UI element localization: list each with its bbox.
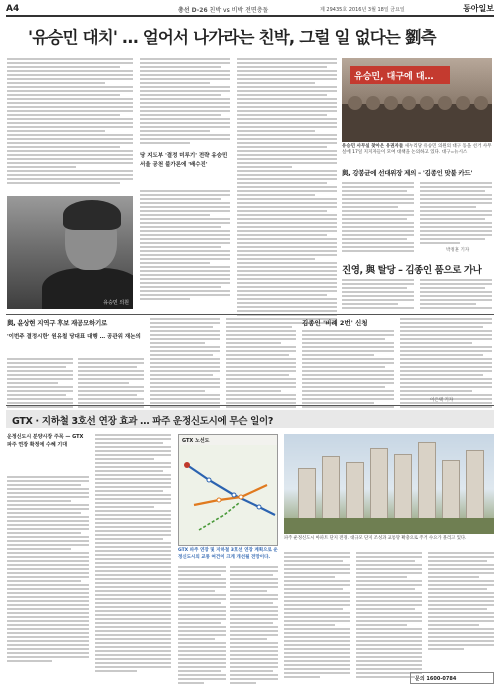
article-subhead: 운정신도시 분양시장 주목 — GTX 파주 연장 확정에 수혜 기대 [7,434,84,448]
article-headline: 진영, 與 탈당 – 김종인 품으로 가나 [342,265,482,276]
article-column [7,58,133,186]
article-column [420,182,492,246]
article-column [178,566,226,686]
main-headline: '유승민 대치' … 얼어서 나가라는 친박, 그럴 일 없다는 劉측 [28,28,436,47]
feature-headline: GTX · 지하철 3호선 연장 효과 … 파주 운정신도시에 무슨 일이? [6,410,494,428]
apartment-complex-photo [284,434,494,534]
article-column [342,279,414,311]
article-byline: 이은택 기자 [430,398,454,403]
article-subhead: '이번주 결정시한' 원유철 당대표 대행 … 공관위 재논의 [7,334,141,340]
section-divider [6,314,494,315]
article-column [420,279,492,311]
section-prefix: 총선 D-26 [178,7,208,14]
campaign-office-photo [342,58,492,142]
article-column [356,552,422,680]
route-diagram [179,445,278,545]
article-column [284,552,350,680]
article-column [140,190,230,302]
section-header [178,5,268,14]
section-divider [6,405,494,406]
photo-caption [342,144,492,156]
section-title: 친박 vs 비박 전면충돌 [209,7,269,14]
map-caption: GTX 파주 연장 및 지하철 3호선 연장 계획으로 운정신도시의 교통 여건이 크게 개선될 전망이다. [178,548,278,560]
campaign-banner: 유승민, 대구에 대… [350,66,450,84]
article-column [342,182,414,254]
article-column [428,552,494,652]
paper-logo: 동아일보 [463,3,494,13]
ad-contact: 문의 1600-0784 [410,672,494,684]
issue-info: 제 29435호 2016년 3월 18일 금요일 [320,7,405,13]
article-headline: 與, 강봉균에 선대위장 제의 – '김종인 맞불 카드' [342,169,473,177]
article-column [230,566,278,686]
article-column [7,476,89,664]
article-headline: 김종인 '비례 2번' 신청 [302,319,368,327]
article-column [237,58,337,330]
politician-photo [7,196,133,309]
article-column [140,58,230,146]
map-title: GTX 노선도 [182,438,210,444]
article-subhead: 당 지도부 '결정 미루기' 전략 유승민 서울 공천 불가론에 '배수진' [140,153,228,168]
photo-caption-title: 유승민 사무실 찾아온 유권자들 [342,144,404,149]
photo-caption: 유승민 의원 [103,300,129,306]
page-number: A4 [6,4,20,14]
article-column [302,330,394,422]
photo-caption-text: 새누리당 유승민 의원의 대구 동을 선거 사무실에 17일 지지자들이 모여 대책을 논의하고 있다. 대구=뉴시스 [342,144,492,155]
article-column [95,434,171,674]
masthead [6,3,494,17]
article-byline: 박정훈 기자 [446,248,470,253]
transit-map [178,434,278,546]
photo-caption: 파주 운정신도시 아파트 단지 전경. 대규모 단지 조성과 교통망 확충으로 주거 수요가 몰리고 있다. [284,536,467,541]
article-headline: 與, 윤상현 지역구 후보 재공모하기로 [7,319,107,327]
